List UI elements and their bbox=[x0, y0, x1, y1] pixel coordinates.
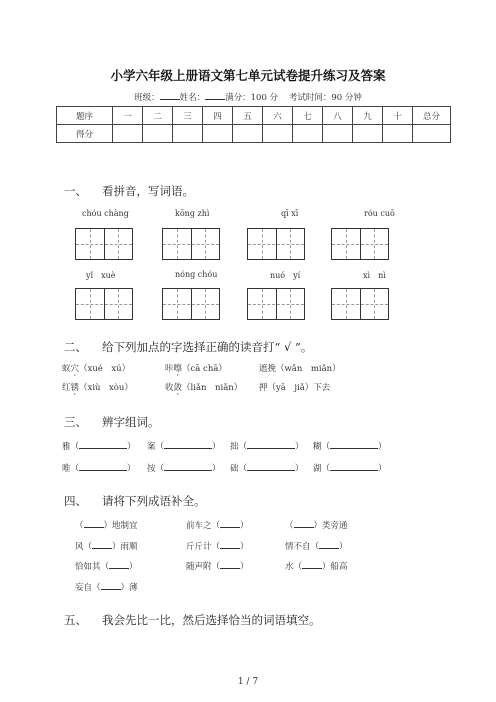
score-row-label: 得分 bbox=[57, 125, 113, 143]
idiom-item: （ ）地制宜 bbox=[75, 521, 138, 531]
compare-item: 唯（ ） bbox=[62, 464, 136, 474]
idiom-blank[interactable] bbox=[220, 560, 240, 569]
section-3-heading: 三、 辨字组词。 bbox=[64, 415, 160, 429]
idiom-blank[interactable] bbox=[220, 540, 240, 549]
name-label: 姓名： bbox=[179, 93, 206, 103]
score-cell[interactable] bbox=[233, 125, 263, 143]
idiom-blank[interactable] bbox=[319, 540, 339, 549]
pinyin: róu cuō bbox=[364, 209, 395, 218]
class-label: 班级： bbox=[134, 93, 160, 103]
idiom-item: 情不自（ ） bbox=[285, 542, 348, 552]
answer-blank[interactable] bbox=[79, 462, 127, 471]
section-2-heading: 二、 给下列加点的字选择正确的读音打“ √ ”。 bbox=[64, 340, 313, 354]
reading-item: 遮挽（wǎn miǎn） bbox=[259, 364, 341, 374]
compare-item: 案（ ） bbox=[147, 442, 221, 452]
score-label: 满分：100 分 bbox=[225, 93, 279, 103]
idiom-blank[interactable] bbox=[294, 519, 314, 528]
name-blank[interactable] bbox=[205, 90, 225, 100]
score-table-header-row bbox=[57, 107, 451, 125]
idiom-blank[interactable] bbox=[101, 581, 121, 590]
exam-info bbox=[0, 90, 496, 103]
header-cell: 八 bbox=[323, 107, 353, 125]
idiom-blank[interactable] bbox=[302, 560, 322, 569]
score-cell[interactable] bbox=[293, 125, 323, 143]
reading-item: 蚁穴（xué xú） bbox=[62, 364, 131, 374]
idiom-blank[interactable] bbox=[220, 519, 240, 528]
score-cell[interactable] bbox=[143, 125, 173, 143]
idiom-item: 风（ ）雨顺 bbox=[75, 542, 138, 552]
score-cell[interactable] bbox=[203, 125, 233, 143]
answer-blank[interactable] bbox=[247, 462, 295, 471]
page-number: 1 / 7 bbox=[237, 677, 259, 687]
score-cell[interactable] bbox=[173, 125, 203, 143]
idiom-item: 斤斤计（ ） bbox=[186, 542, 249, 552]
reading-item: 咔嚓（cā chā） bbox=[165, 364, 227, 374]
section-4-heading: 四、 请将下列成语补全。 bbox=[64, 494, 206, 508]
score-cell[interactable] bbox=[413, 125, 451, 143]
reading-item: 押（yā jiǎ）下去 bbox=[259, 383, 331, 393]
header-cell: 一 bbox=[113, 107, 143, 125]
idiom-item: 妄自（ ）薄 bbox=[75, 583, 138, 593]
idiom-item: 水（ ）船高 bbox=[285, 562, 348, 572]
idiom-item: （ ）类旁通 bbox=[285, 521, 348, 531]
score-table-score-row bbox=[57, 125, 451, 143]
writing-box[interactable] bbox=[331, 228, 389, 260]
time-label: 考试时间：90 分钟 bbox=[288, 93, 362, 103]
score-cell[interactable] bbox=[353, 125, 383, 143]
compare-item: 湖（ ） bbox=[313, 464, 387, 474]
writing-box[interactable] bbox=[247, 288, 305, 320]
header-cell: 三 bbox=[173, 107, 203, 125]
idiom-blank[interactable] bbox=[109, 560, 129, 569]
pinyin: nóng chóu bbox=[175, 270, 218, 279]
header-cell: 五 bbox=[233, 107, 263, 125]
compare-item: 雅（ ） bbox=[62, 442, 136, 452]
answer-blank[interactable] bbox=[79, 440, 127, 449]
score-cell[interactable] bbox=[383, 125, 413, 143]
idiom-item: 随声附（ ） bbox=[186, 562, 249, 572]
compare-item: 础（ ） bbox=[230, 464, 304, 474]
score-cell[interactable] bbox=[263, 125, 293, 143]
writing-box[interactable] bbox=[331, 288, 389, 320]
score-cell[interactable] bbox=[323, 125, 353, 143]
header-cell: 总分 bbox=[413, 107, 451, 125]
header-cell: 十 bbox=[383, 107, 413, 125]
header-cell: 四 bbox=[203, 107, 233, 125]
pinyin: yǐ xuè bbox=[86, 271, 116, 280]
class-blank[interactable] bbox=[160, 90, 180, 100]
compare-item: 拙（ ） bbox=[230, 442, 304, 452]
pinyin: nuó yí bbox=[270, 271, 301, 280]
writing-box[interactable] bbox=[162, 228, 220, 260]
page-title: 小学六年级上册语文第七单元试卷提升练习及答案 bbox=[110, 68, 386, 83]
score-cell[interactable] bbox=[113, 125, 143, 143]
section-5-heading: 五、 我会先比一比，然后选择恰当的词语填空。 bbox=[64, 613, 321, 627]
reading-item: 红锈（xiù xòu） bbox=[62, 383, 133, 393]
answer-blank[interactable] bbox=[164, 440, 212, 449]
section-1-heading: 一、 看拼音，写词语。 bbox=[64, 184, 194, 198]
pinyin: xì nì bbox=[363, 271, 386, 280]
header-cell: 六 bbox=[263, 107, 293, 125]
header-cell: 二 bbox=[143, 107, 173, 125]
writing-box[interactable] bbox=[75, 288, 133, 320]
writing-box[interactable] bbox=[247, 228, 305, 260]
score-table bbox=[56, 106, 451, 143]
answer-blank[interactable] bbox=[247, 440, 295, 449]
header-cell: 七 bbox=[293, 107, 323, 125]
pinyin: qī xī bbox=[281, 209, 299, 218]
idiom-blank[interactable] bbox=[92, 540, 112, 549]
writing-box[interactable] bbox=[162, 288, 220, 320]
reading-item: 收敛（liǎn niǎn） bbox=[165, 383, 243, 393]
compare-item: 糊（ ） bbox=[313, 442, 387, 452]
compare-item: 按（ ） bbox=[147, 464, 221, 474]
idiom-item: 恰如其（ ） bbox=[75, 562, 138, 572]
idiom-blank[interactable] bbox=[84, 519, 104, 528]
pinyin: chóu chàng bbox=[82, 209, 129, 218]
writing-box[interactable] bbox=[75, 228, 133, 260]
answer-blank[interactable] bbox=[330, 440, 378, 449]
header-cell: 九 bbox=[353, 107, 383, 125]
pinyin: kōng zhì bbox=[175, 209, 210, 218]
answer-blank[interactable] bbox=[330, 462, 378, 471]
answer-blank[interactable] bbox=[164, 462, 212, 471]
header-cell: 题序 bbox=[57, 107, 113, 125]
idiom-item: 前车之（ ） bbox=[186, 521, 249, 531]
